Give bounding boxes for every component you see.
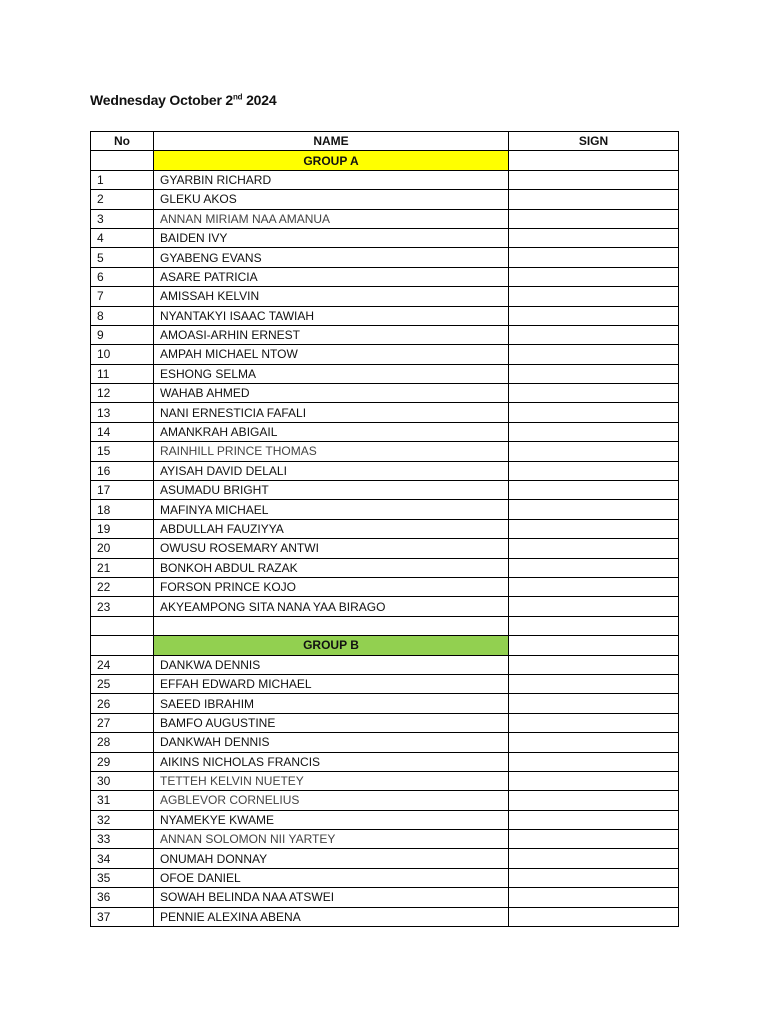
attendance-table-body bbox=[91, 151, 679, 927]
member-name: OWUSU ROSEMARY ANTWI bbox=[154, 539, 509, 558]
table-row bbox=[91, 810, 679, 829]
row-number: 33 bbox=[91, 830, 154, 849]
member-name: WAHAB AHMED bbox=[154, 384, 509, 403]
row-number: 3 bbox=[91, 209, 154, 228]
table-row bbox=[91, 228, 679, 247]
member-name: RAINHILL PRINCE THOMAS bbox=[154, 442, 509, 461]
group-b-header-row bbox=[91, 636, 679, 655]
row-number: 21 bbox=[91, 558, 154, 577]
row-number: 8 bbox=[91, 306, 154, 325]
group-sign-cell bbox=[509, 151, 679, 170]
signature-cell[interactable] bbox=[509, 694, 679, 713]
row-number: 30 bbox=[91, 771, 154, 790]
member-name: GYARBIN RICHARD bbox=[154, 170, 509, 189]
row-number: 5 bbox=[91, 248, 154, 267]
row-number: 27 bbox=[91, 713, 154, 732]
table-row bbox=[91, 403, 679, 422]
signature-cell[interactable] bbox=[509, 267, 679, 286]
table-row bbox=[91, 422, 679, 441]
row-number: 29 bbox=[91, 752, 154, 771]
row-number: 2 bbox=[91, 190, 154, 209]
page-title bbox=[90, 92, 276, 108]
table-row bbox=[91, 364, 679, 383]
table-row bbox=[91, 306, 679, 325]
header-name: NAME bbox=[154, 132, 509, 151]
signature-cell[interactable] bbox=[509, 248, 679, 267]
member-name: BAMFO AUGUSTINE bbox=[154, 713, 509, 732]
table-row bbox=[91, 345, 679, 364]
row-number: 31 bbox=[91, 791, 154, 810]
signature-cell[interactable] bbox=[509, 364, 679, 383]
signature-cell[interactable] bbox=[509, 733, 679, 752]
row-number: 22 bbox=[91, 577, 154, 596]
row-number: 11 bbox=[91, 364, 154, 383]
table-row bbox=[91, 481, 679, 500]
table-row bbox=[91, 442, 679, 461]
row-number: 19 bbox=[91, 519, 154, 538]
row-number: 25 bbox=[91, 674, 154, 693]
signature-cell[interactable] bbox=[509, 771, 679, 790]
table-row bbox=[91, 384, 679, 403]
member-name: SAEED IBRAHIM bbox=[154, 694, 509, 713]
table-row bbox=[91, 597, 679, 616]
title-year: 2024 bbox=[242, 92, 277, 108]
member-name: BONKOH ABDUL RAZAK bbox=[154, 558, 509, 577]
row-number: 13 bbox=[91, 403, 154, 422]
member-name: GYABENG EVANS bbox=[154, 248, 509, 267]
table-row bbox=[91, 519, 679, 538]
member-name: EFFAH EDWARD MICHAEL bbox=[154, 674, 509, 693]
empty-no-cell bbox=[91, 616, 154, 635]
table-row bbox=[91, 461, 679, 480]
row-number: 4 bbox=[91, 228, 154, 247]
row-number: 37 bbox=[91, 907, 154, 926]
title-date-text: Wednesday October 2 bbox=[90, 92, 233, 108]
attendance-table bbox=[90, 131, 679, 927]
row-number: 15 bbox=[91, 442, 154, 461]
row-number: 17 bbox=[91, 481, 154, 500]
table-row bbox=[91, 655, 679, 674]
empty-sign-cell bbox=[509, 616, 679, 635]
member-name: GLEKU AKOS bbox=[154, 190, 509, 209]
member-name: TETTEH KELVIN NUETEY bbox=[154, 771, 509, 790]
empty-name-cell bbox=[154, 616, 509, 635]
signature-cell[interactable] bbox=[509, 752, 679, 771]
member-name: ASARE PATRICIA bbox=[154, 267, 509, 286]
group-no-cell bbox=[91, 151, 154, 170]
table-row bbox=[91, 694, 679, 713]
member-name: AKYEAMPONG SITA NANA YAA BIRAGO bbox=[154, 597, 509, 616]
group-label: GROUP A bbox=[154, 151, 509, 170]
signature-cell[interactable] bbox=[509, 810, 679, 829]
member-name: SOWAH BELINDA NAA ATSWEI bbox=[154, 888, 509, 907]
table-row bbox=[91, 539, 679, 558]
group-label: GROUP B bbox=[154, 636, 509, 655]
row-number: 28 bbox=[91, 733, 154, 752]
signature-cell[interactable] bbox=[509, 481, 679, 500]
table-row bbox=[91, 248, 679, 267]
signature-cell[interactable] bbox=[509, 403, 679, 422]
row-number: 36 bbox=[91, 888, 154, 907]
member-name: AMPAH MICHAEL NTOW bbox=[154, 345, 509, 364]
member-name: AGBLEVOR CORNELIUS bbox=[154, 791, 509, 810]
member-name: ONUMAH DONNAY bbox=[154, 849, 509, 868]
signature-cell[interactable] bbox=[509, 655, 679, 674]
member-name: FORSON PRINCE KOJO bbox=[154, 577, 509, 596]
member-name: AMANKRAH ABIGAIL bbox=[154, 422, 509, 441]
row-number: 6 bbox=[91, 267, 154, 286]
row-number: 18 bbox=[91, 500, 154, 519]
table-row bbox=[91, 674, 679, 693]
row-number: 26 bbox=[91, 694, 154, 713]
signature-cell[interactable] bbox=[509, 674, 679, 693]
group-no-cell bbox=[91, 636, 154, 655]
member-name: MAFINYA MICHAEL bbox=[154, 500, 509, 519]
table-row bbox=[91, 888, 679, 907]
row-number: 7 bbox=[91, 287, 154, 306]
signature-cell[interactable] bbox=[509, 384, 679, 403]
table-row bbox=[91, 577, 679, 596]
table-row bbox=[91, 500, 679, 519]
member-name: ABDULLAH FAUZIYYA bbox=[154, 519, 509, 538]
signature-cell[interactable] bbox=[509, 500, 679, 519]
table-row bbox=[91, 907, 679, 926]
member-name: ESHONG SELMA bbox=[154, 364, 509, 383]
row-number: 16 bbox=[91, 461, 154, 480]
table-row bbox=[91, 267, 679, 286]
row-number: 12 bbox=[91, 384, 154, 403]
table-row bbox=[91, 190, 679, 209]
table-row bbox=[91, 830, 679, 849]
signature-cell[interactable] bbox=[509, 209, 679, 228]
signature-cell[interactable] bbox=[509, 868, 679, 887]
signature-cell[interactable] bbox=[509, 228, 679, 247]
header-sign: SIGN bbox=[509, 132, 679, 151]
member-name: ASUMADU BRIGHT bbox=[154, 481, 509, 500]
header-no: No bbox=[91, 132, 154, 151]
signature-cell[interactable] bbox=[509, 713, 679, 732]
table-row bbox=[91, 209, 679, 228]
table-row bbox=[91, 849, 679, 868]
signature-cell[interactable] bbox=[509, 907, 679, 926]
signature-cell[interactable] bbox=[509, 519, 679, 538]
signature-cell[interactable] bbox=[509, 422, 679, 441]
signature-cell[interactable] bbox=[509, 306, 679, 325]
row-number: 20 bbox=[91, 539, 154, 558]
signature-cell[interactable] bbox=[509, 539, 679, 558]
member-name: NYANTAKYI ISAAC TAWIAH bbox=[154, 306, 509, 325]
member-name: PENNIE ALEXINA ABENA bbox=[154, 907, 509, 926]
row-number: 10 bbox=[91, 345, 154, 364]
member-name: AMISSAH KELVIN bbox=[154, 287, 509, 306]
row-number: 32 bbox=[91, 810, 154, 829]
row-number: 34 bbox=[91, 849, 154, 868]
signature-cell[interactable] bbox=[509, 791, 679, 810]
table-row bbox=[91, 558, 679, 577]
signature-cell[interactable] bbox=[509, 849, 679, 868]
table-row bbox=[91, 771, 679, 790]
signature-cell[interactable] bbox=[509, 345, 679, 364]
member-name: DANKWAH DENNIS bbox=[154, 733, 509, 752]
signature-cell[interactable] bbox=[509, 558, 679, 577]
signature-cell[interactable] bbox=[509, 287, 679, 306]
signature-cell[interactable] bbox=[509, 461, 679, 480]
group-sign-cell bbox=[509, 636, 679, 655]
empty-row bbox=[91, 616, 679, 635]
member-name: NANI ERNESTICIA FAFALI bbox=[154, 403, 509, 422]
row-number: 23 bbox=[91, 597, 154, 616]
signature-cell[interactable] bbox=[509, 325, 679, 344]
member-name: AIKINS NICHOLAS FRANCIS bbox=[154, 752, 509, 771]
signature-cell[interactable] bbox=[509, 830, 679, 849]
table-row bbox=[91, 752, 679, 771]
row-number: 1 bbox=[91, 170, 154, 189]
row-number: 35 bbox=[91, 868, 154, 887]
member-name: AMOASI-ARHIN ERNEST bbox=[154, 325, 509, 344]
member-name: DANKWA DENNIS bbox=[154, 655, 509, 674]
member-name: AYISAH DAVID DELALI bbox=[154, 461, 509, 480]
row-number: 9 bbox=[91, 325, 154, 344]
member-name: ANNAN SOLOMON NII YARTEY bbox=[154, 830, 509, 849]
signature-cell[interactable] bbox=[509, 577, 679, 596]
group-a-header-row bbox=[91, 151, 679, 170]
signature-cell[interactable] bbox=[509, 597, 679, 616]
signature-cell[interactable] bbox=[509, 190, 679, 209]
title-ordinal-suffix: nd bbox=[233, 92, 243, 102]
table-row bbox=[91, 325, 679, 344]
member-name: ANNAN MIRIAM NAA AMANUA bbox=[154, 209, 509, 228]
signature-cell[interactable] bbox=[509, 442, 679, 461]
table-row bbox=[91, 287, 679, 306]
member-name: OFOE DANIEL bbox=[154, 868, 509, 887]
signature-cell[interactable] bbox=[509, 170, 679, 189]
member-name: BAIDEN IVY bbox=[154, 228, 509, 247]
row-number: 14 bbox=[91, 422, 154, 441]
row-number: 24 bbox=[91, 655, 154, 674]
table-row bbox=[91, 170, 679, 189]
table-row bbox=[91, 733, 679, 752]
header-row bbox=[91, 132, 679, 151]
table-row bbox=[91, 791, 679, 810]
table-row bbox=[91, 713, 679, 732]
table-row bbox=[91, 868, 679, 887]
signature-cell[interactable] bbox=[509, 888, 679, 907]
member-name: NYAMEKYE KWAME bbox=[154, 810, 509, 829]
